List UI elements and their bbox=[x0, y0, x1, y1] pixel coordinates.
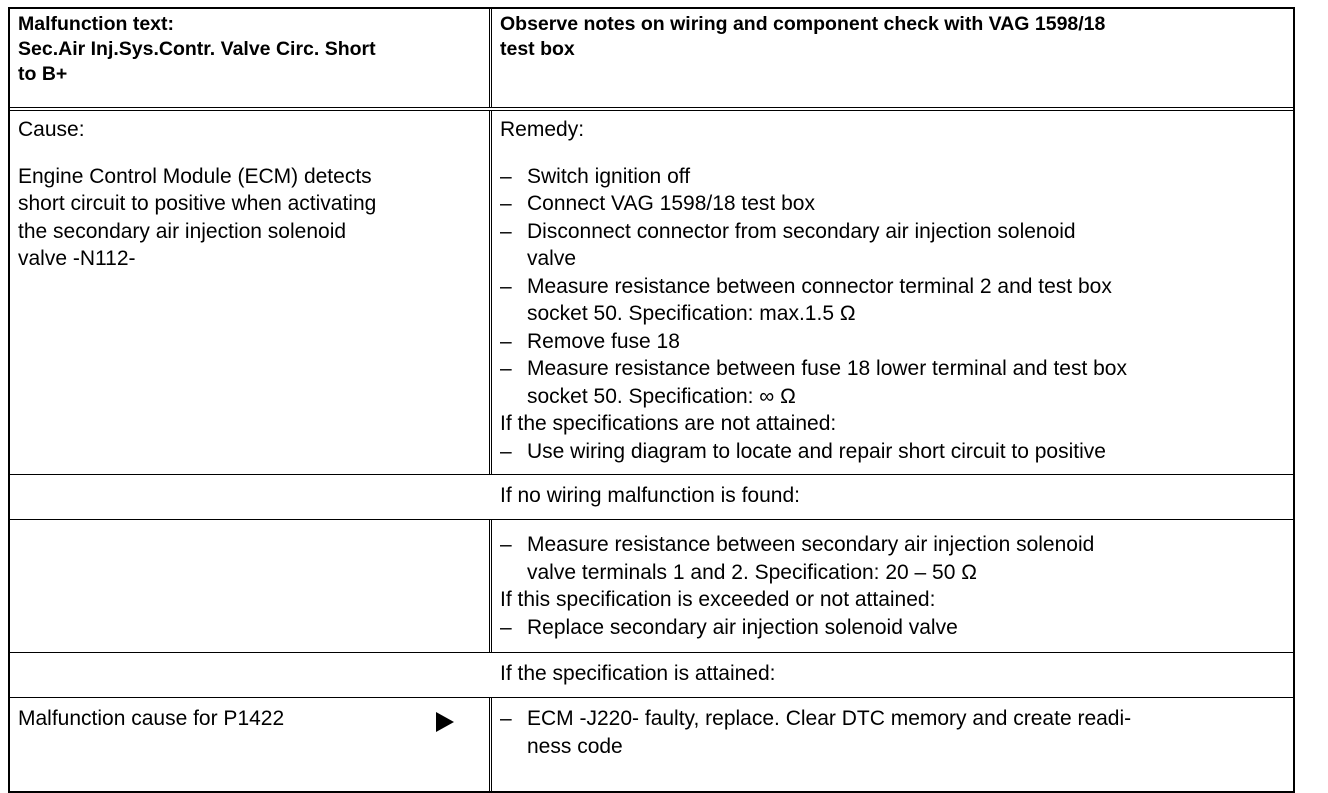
header-left-line-3: to B+ bbox=[18, 63, 68, 85]
specification-attained-row bbox=[10, 653, 1293, 698]
ecm-remedy-list bbox=[500, 705, 1285, 760]
empty-cell bbox=[10, 475, 492, 519]
remedy-step-text-cont: socket 50. Specification: max.1.5 Ω bbox=[527, 302, 856, 325]
resistance-action bbox=[500, 614, 1285, 642]
malfunction-cause-label: Malfunction cause for P1422 bbox=[18, 707, 285, 730]
resistance-check-cell bbox=[492, 520, 1293, 652]
header-right-line-2: test box bbox=[500, 38, 575, 60]
remedy-step bbox=[500, 328, 1285, 356]
resistance-step-text-cont: valve terminals 1 and 2. Specification: 20 – 50 Ω bbox=[527, 560, 977, 584]
remedy-condition: If the specifications are not attained: bbox=[500, 412, 837, 435]
remedy-step-text: – Remove fuse 18 bbox=[527, 329, 680, 353]
empty-cell bbox=[10, 653, 492, 697]
ecm-remedy-step bbox=[500, 705, 1285, 760]
cause-text-line-3: the secondary air injection solenoid bbox=[18, 219, 347, 243]
remedy-step bbox=[500, 355, 1285, 410]
header-row bbox=[10, 9, 1293, 111]
remedy-step-text-cont: socket 50. Specification: ∞ Ω bbox=[527, 384, 796, 408]
cause-text-line-2: short circuit to positive when activating bbox=[18, 192, 377, 215]
remedy-step-text: – Disconnect connector from secondary air injection solenoid bbox=[527, 219, 1076, 243]
cause-label: Cause: bbox=[18, 118, 85, 141]
resistance-action-list bbox=[500, 614, 1285, 642]
header-left-line-1: Malfunction text: bbox=[18, 13, 174, 35]
malfunction-cause-cell bbox=[10, 698, 492, 791]
resistance-steps bbox=[500, 531, 1285, 586]
resistance-action-text: – Replace secondary air injection solenoid valve bbox=[527, 615, 958, 639]
resistance-step-text: – Measure resistance between secondary air injection solenoid bbox=[527, 533, 1095, 556]
cause-text-line-4: valve -N112- bbox=[18, 247, 136, 270]
cause-remedy-row bbox=[10, 111, 1293, 475]
remedy-step-text: – Switch ignition off bbox=[527, 164, 691, 188]
remedy-label: Remedy: bbox=[500, 118, 585, 141]
no-wiring-malfunction-note: If no wiring malfunction is found: bbox=[500, 484, 800, 507]
no-wiring-malfunction-row bbox=[10, 475, 1293, 520]
ecm-remedy-text-cont: ness code bbox=[527, 734, 623, 758]
remedy-step-text: – Connect VAG 1598/18 test box bbox=[527, 192, 815, 215]
remedy-step-text: – Measure resistance between fuse 18 lower terminal and test box bbox=[527, 357, 1127, 380]
play-arrow-icon bbox=[436, 712, 454, 732]
malfunction-text-header bbox=[10, 9, 492, 107]
malfunction-table bbox=[8, 7, 1295, 793]
remedy-step bbox=[500, 273, 1285, 328]
cause-cell bbox=[10, 111, 492, 474]
remedy-step-text-cont: valve bbox=[527, 247, 577, 270]
remedy-cell bbox=[492, 111, 1293, 474]
remedy-action-text: – Use wiring diagram to locate and repair short circuit to positive bbox=[527, 439, 1106, 463]
ecm-remedy-text: – ECM -J220- faulty, replace. Clear DTC memory and create readi- bbox=[527, 707, 1132, 730]
remedy-step bbox=[500, 163, 1285, 191]
resistance-condition: If this specification is exceeded or not attained: bbox=[500, 588, 936, 611]
cause-text-line-1: Engine Control Module (ECM) detects bbox=[18, 164, 372, 188]
empty-cell bbox=[10, 520, 492, 652]
remedy-steps bbox=[500, 163, 1285, 411]
remedy-step bbox=[500, 190, 1285, 218]
ecm-remedy-cell bbox=[492, 698, 1293, 791]
header-right-line-1: Observe notes on wiring and component check with VAG 1598/18 bbox=[500, 13, 1106, 35]
remedy-step bbox=[500, 218, 1285, 273]
malfunction-cause-row bbox=[10, 698, 1293, 791]
header-left-line-2: Sec.Air Inj.Sys.Contr. Valve Circ. Short bbox=[18, 38, 376, 60]
resistance-check-row bbox=[10, 520, 1293, 653]
remedy-step-text: – Measure resistance between connector terminal 2 and test box bbox=[527, 274, 1112, 298]
remedy-action bbox=[500, 438, 1285, 466]
remedy-action-list bbox=[500, 438, 1285, 466]
specification-attained-note: If the specification is attained: bbox=[500, 662, 776, 685]
resistance-step bbox=[500, 531, 1285, 586]
observe-notes-header bbox=[492, 9, 1293, 107]
